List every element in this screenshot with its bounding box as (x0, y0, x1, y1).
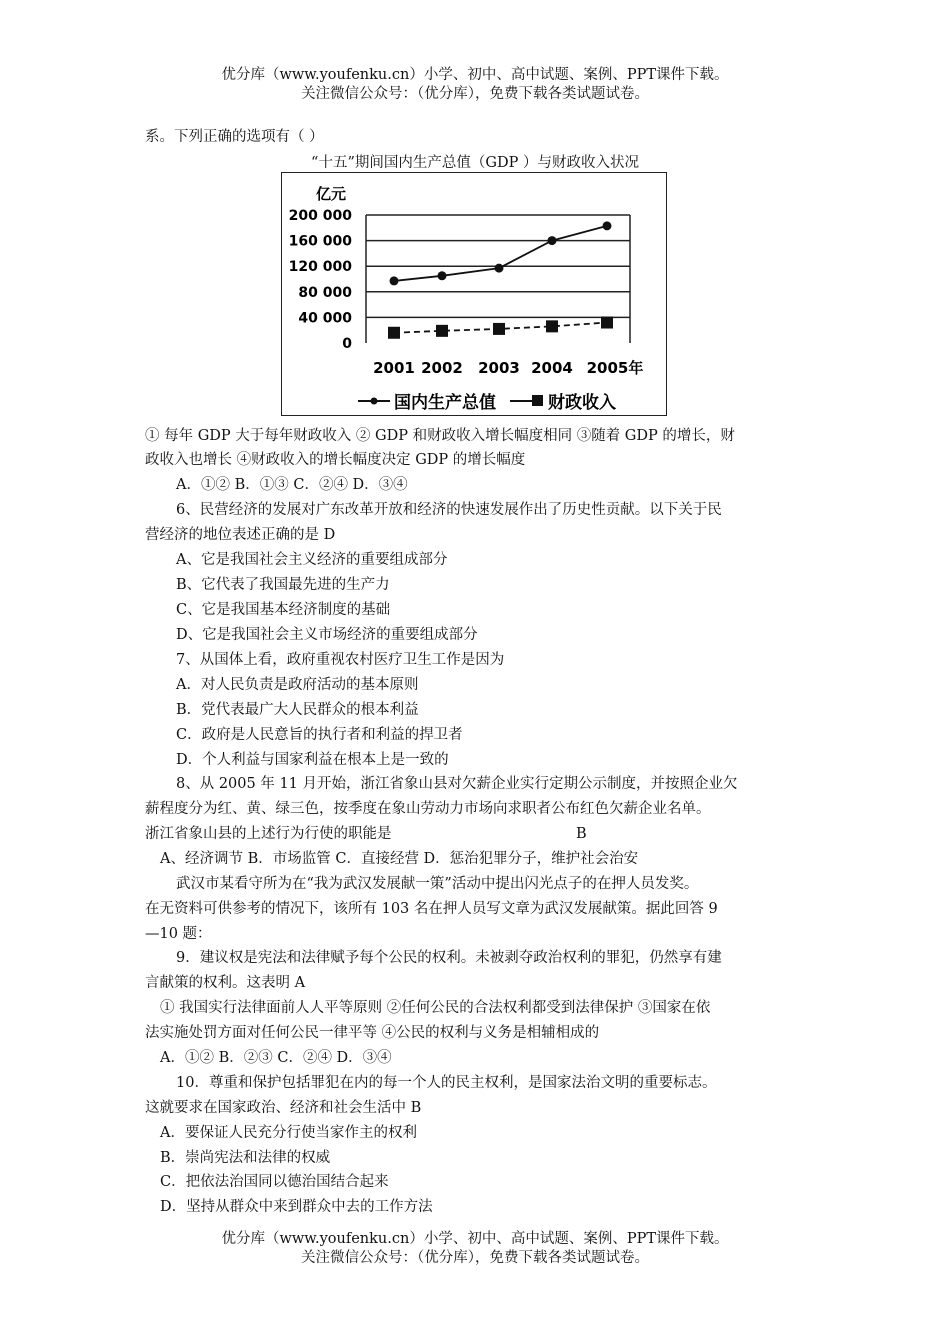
q7-stem: 7、从国体上看，政府重视农村医疗卫生工作是因为 (176, 652, 505, 668)
q9-options-1: ① 我国实行法律面前人人平等原则 ②任何公民的合法权利都受到法律保护 ③国家在依 (160, 1000, 711, 1016)
chart-legend (358, 392, 616, 413)
q9-stem-2: 言献策的权利。这表明 A (145, 975, 306, 991)
q10-option-d: D．坚持从群众中来到群众中去的工作方法 (160, 1199, 433, 1215)
q5-stem-tail: 系。下列正确的选项有（ ） (145, 129, 324, 145)
y-tick-label: 40 000 (298, 310, 352, 327)
intro-line-2: 在无资料可供参考的情况下，该所有 103 名在押人员写文章为武汉发展献策。据此回答 9 (145, 901, 718, 917)
q7-option-a: A．对人民负责是政府活动的基本原则 (176, 677, 419, 693)
revenue-point (546, 320, 558, 332)
q6-stem-2: 营经济的地位表述正确的是 D (145, 527, 336, 543)
footer-line-1: 优分库（www.youfenku.cn）小学、初中、高中试题、案例、PPT课件下载。 (221, 1231, 729, 1247)
chart-series (388, 221, 613, 338)
q6-option-a: A、它是我国社会主义经济的重要组成部分 (176, 552, 448, 568)
x-tick-label: 2004 (531, 359, 573, 377)
q6-option-c: C、它是我国基本经济制度的基础 (176, 602, 391, 618)
x-tick-label: 2002 (421, 359, 463, 377)
legend-marker-gdp (371, 398, 378, 405)
q10-stem-1: 10．尊重和保护包括罪犯在内的每一个人的民主权利，是国家法治文明的重要标志。 (176, 1075, 717, 1091)
q10-option-a: A．要保证人民充分行使当家作主的权利 (160, 1125, 417, 1141)
y-tick-label: 80 000 (298, 284, 352, 301)
x-tick-label: 2003 (478, 359, 520, 377)
legend-label-gdp: 国内生产总值 (394, 393, 496, 413)
revenue-point (388, 327, 400, 339)
q7-option-b: B．党代表最广大人民群众的根本利益 (176, 702, 419, 718)
q7-option-d: D．个人利益与国家利益在根本上是一致的 (176, 752, 449, 768)
q5-options-line-1: ① 每年 GDP 大于每年财政收入 ② GDP 和财政收入增长幅度相同 ③随着 GDP 的增长，财 (145, 428, 735, 444)
y-tick-label: 0 (342, 336, 352, 352)
series-line-gdp (394, 226, 607, 281)
gdp-chart (282, 173, 666, 415)
q8-answer: B (576, 826, 587, 842)
gdp-point (390, 276, 399, 285)
intro-line-1: 武汉市某看守所为在“我为武汉发展献一策”活动中提出闪光点子的在押人员发奖。 (176, 876, 699, 892)
x-tick-labels (373, 359, 643, 377)
q8-stem-3: 浙江省象山县的上述行为行使的职能是 (145, 826, 392, 842)
chart-title: “十五”期间国内生产总值（GDP ）与财政收入状况 (311, 155, 639, 171)
gdp-point (438, 271, 447, 280)
q10-stem-2: 这就要求在国家政治、经济和社会生活中 B (145, 1100, 422, 1116)
legend-marker-revenue (532, 395, 543, 406)
y-axis-unit-label: 亿元 (316, 185, 347, 203)
header-line-2: 关注微信公众号：（优分库），免费下载各类试题试卷。 (301, 86, 649, 102)
q5-options-line-2: 政收入也增长 ④财政收入的增长幅度决定 GDP 的增长幅度 (145, 452, 526, 468)
q6-option-d: D、它是我国社会主义市场经济的重要组成部分 (176, 627, 478, 643)
q9-options-2: 法实施处罚方面对任何公民一律平等 ④公民的权利与义务是相辅相成的 (145, 1025, 600, 1041)
q5-choices: A．①② B．①③ C．②④ D．③④ (176, 477, 408, 493)
q8-stem-1: 8、从 2005 年 11 月开始，浙江省象山县对欠薪企业实行定期公示制度，并按照企业欠 (176, 776, 738, 792)
q6-option-b: B、它代表了我国最先进的生产力 (176, 577, 390, 593)
y-tick-label: 160 000 (288, 233, 352, 250)
gdp-point (603, 221, 612, 230)
revenue-point (493, 323, 505, 335)
q6-stem-1: 6、民营经济的发展对广东改革开放和经济的快速发展作出了历史性贡献。以下关于民 (176, 502, 722, 518)
legend-label-revenue: 财政收入 (548, 393, 616, 413)
y-tick-labels (289, 208, 353, 352)
x-tick-label: 2001 (373, 359, 415, 377)
footer-line-2: 关注微信公众号：（优分库），免费下载各类试题试卷。 (301, 1250, 649, 1266)
revenue-point (436, 325, 448, 337)
revenue-point (601, 317, 613, 329)
x-tick-label: 2005年 (586, 359, 644, 377)
intro-line-3: —10 题： (145, 926, 212, 942)
q7-option-c: C．政府是人民意旨的执行者和利益的捍卫者 (176, 727, 463, 743)
q8-choices: A、经济调节 B．市场监管 C．直接经营 D．惩治犯罪分子，维护社会治安 (160, 851, 639, 867)
q10-option-b: B．崇尚宪法和法律的权威 (160, 1150, 331, 1166)
q9-stem-1: 9．建议权是宪法和法律赋予每个公民的权利。未被剥夺政治权利的罪犯，仍然享有建 (176, 950, 722, 966)
gdp-point (548, 236, 557, 245)
y-tick-label: 120 000 (288, 259, 352, 276)
q9-choices: A．①② B．②③ C．②④ D．③④ (160, 1050, 392, 1066)
q10-option-c: C．把依法治国同以德治国结合起来 (160, 1174, 389, 1190)
gdp-point (495, 264, 504, 273)
y-tick-label: 200 000 (288, 208, 352, 224)
q8-stem-2: 薪程度分为红、黄、绿三色，按季度在象山劳动力市场向求职者公布红色欠薪企业名单。 (145, 801, 711, 817)
header-line-1: 优分库（www.youfenku.cn）小学、初中、高中试题、案例、PPT课件下载。 (221, 67, 729, 83)
chart-frame (281, 172, 667, 416)
